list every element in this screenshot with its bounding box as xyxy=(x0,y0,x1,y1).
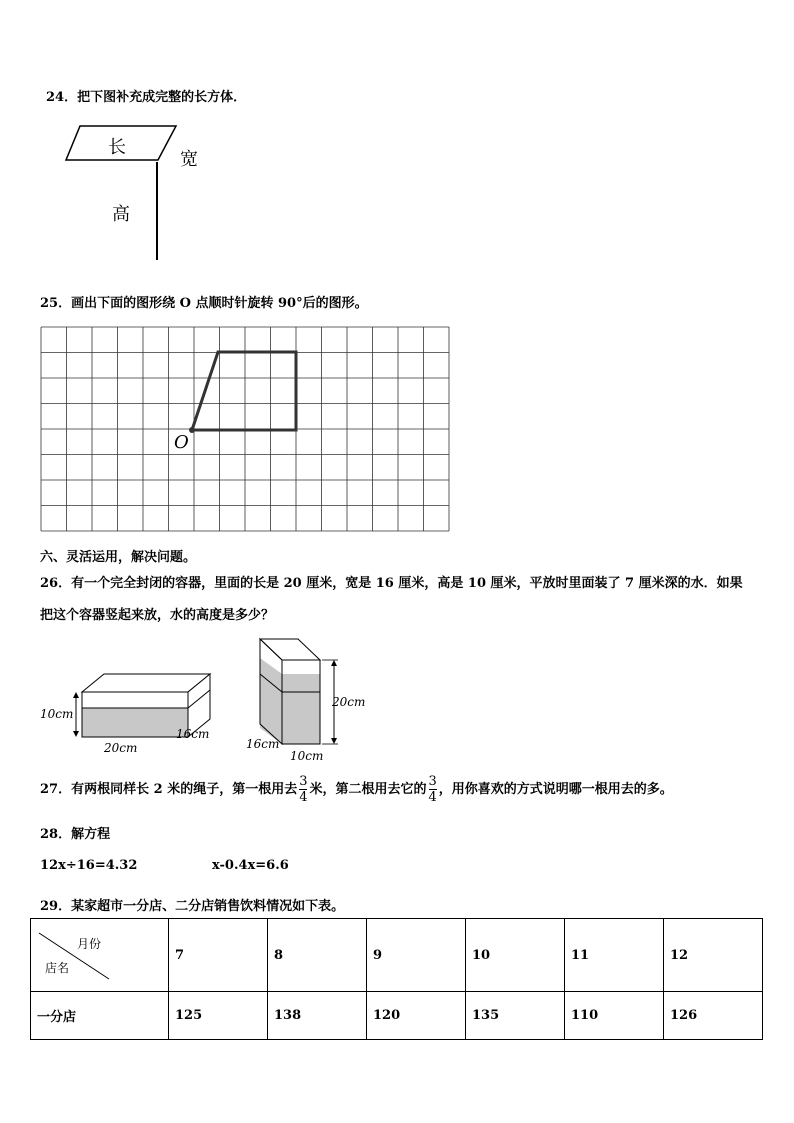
table-cell: 110 xyxy=(565,992,664,1040)
q25-origin-point xyxy=(189,427,195,433)
q27-frac1-den: 4 xyxy=(299,790,308,805)
table-cell: 125 xyxy=(169,992,268,1040)
q26-fig1-height: 10cm xyxy=(40,707,74,721)
q24-width-label: 宽 xyxy=(180,149,198,170)
q24-title xyxy=(46,86,246,105)
q27-fraction-2 xyxy=(429,775,437,804)
month-header: 10 xyxy=(466,919,565,992)
table-header-row xyxy=(31,919,763,992)
q27-fraction-1 xyxy=(299,775,307,804)
q26-figure2 xyxy=(246,639,365,763)
q28-equation-2: x-0.4x=6.6 xyxy=(212,858,289,873)
q26-figure1 xyxy=(40,674,210,755)
table-cell: 135 xyxy=(466,992,565,1040)
q24-figure xyxy=(60,120,230,265)
table-row xyxy=(31,992,763,1040)
q26-figures xyxy=(38,634,378,766)
q29-title: 29．某家超市一分店、二分店销售饮料情况如下表。 xyxy=(40,899,345,914)
month-header: 9 xyxy=(367,919,466,992)
q24-title-text: 24．把下图补充成完整的长方体． xyxy=(46,90,247,105)
q27-frac2-num: 3 xyxy=(428,774,437,789)
q25-title: 25．画出下面的图形绕 O 点顺时针旋转 90°后的图形。 xyxy=(40,296,368,311)
q26-fig1-water xyxy=(82,708,188,737)
month-header: 11 xyxy=(565,919,664,992)
q26-fig1-width: 16cm xyxy=(176,727,210,741)
q25-parallelogram xyxy=(192,352,296,430)
q26-fig1-length: 20cm xyxy=(104,741,138,755)
q27-part1: 27．有两根同样长 2 米的绳子，第一根用去 xyxy=(40,782,298,797)
month-header: 8 xyxy=(268,919,367,992)
corner-month-label: 月份 xyxy=(77,937,102,951)
q26-fig2-height: 20cm xyxy=(332,695,366,709)
store-name-cell: 一分店 xyxy=(31,992,169,1040)
q26-fig2-width: 16cm xyxy=(246,737,280,751)
month-header: 12 xyxy=(664,919,763,992)
q27-part3: ，用你喜欢的方式说明哪一根用去的多。 xyxy=(438,782,673,797)
q26-line2: 把这个容器竖起来放，水的高度是多少？ xyxy=(40,608,275,623)
table-corner-cell xyxy=(31,919,169,992)
q26-fig2-length: 10cm xyxy=(290,749,324,763)
month-header: 7 xyxy=(169,919,268,992)
q25-origin-label: O xyxy=(174,432,189,453)
q26-fig2-water xyxy=(282,674,320,744)
section6-title: 六、灵活运用，解决问题。 xyxy=(40,550,197,565)
q27-frac1-num: 3 xyxy=(299,774,308,789)
table-cell: 126 xyxy=(664,992,763,1040)
table-cell: 120 xyxy=(367,992,466,1040)
q24-length-label: 长 xyxy=(108,137,126,158)
corner-store-label: 店名 xyxy=(45,961,70,975)
q28-title: 28．解方程 xyxy=(40,827,111,842)
q26-line1: 26．有一个完全封闭的容器，里面的长是 20 厘米，宽是 16 厘米，高是 10 厘米，平放时里面装了 7 厘米深的水．如果 xyxy=(40,576,743,591)
q27-part2: 米，第二根用去它的 xyxy=(309,782,427,797)
q28-equation-1: 12x÷16=4.32 xyxy=(40,858,138,873)
q27-line xyxy=(40,775,673,804)
q29-sales-table xyxy=(30,918,763,1040)
q26-fig2-top xyxy=(260,639,320,660)
q24-height-label: 高 xyxy=(112,204,130,225)
q25-grid-figure xyxy=(40,326,450,536)
table-cell: 138 xyxy=(268,992,367,1040)
q27-frac2-den: 4 xyxy=(428,790,437,805)
